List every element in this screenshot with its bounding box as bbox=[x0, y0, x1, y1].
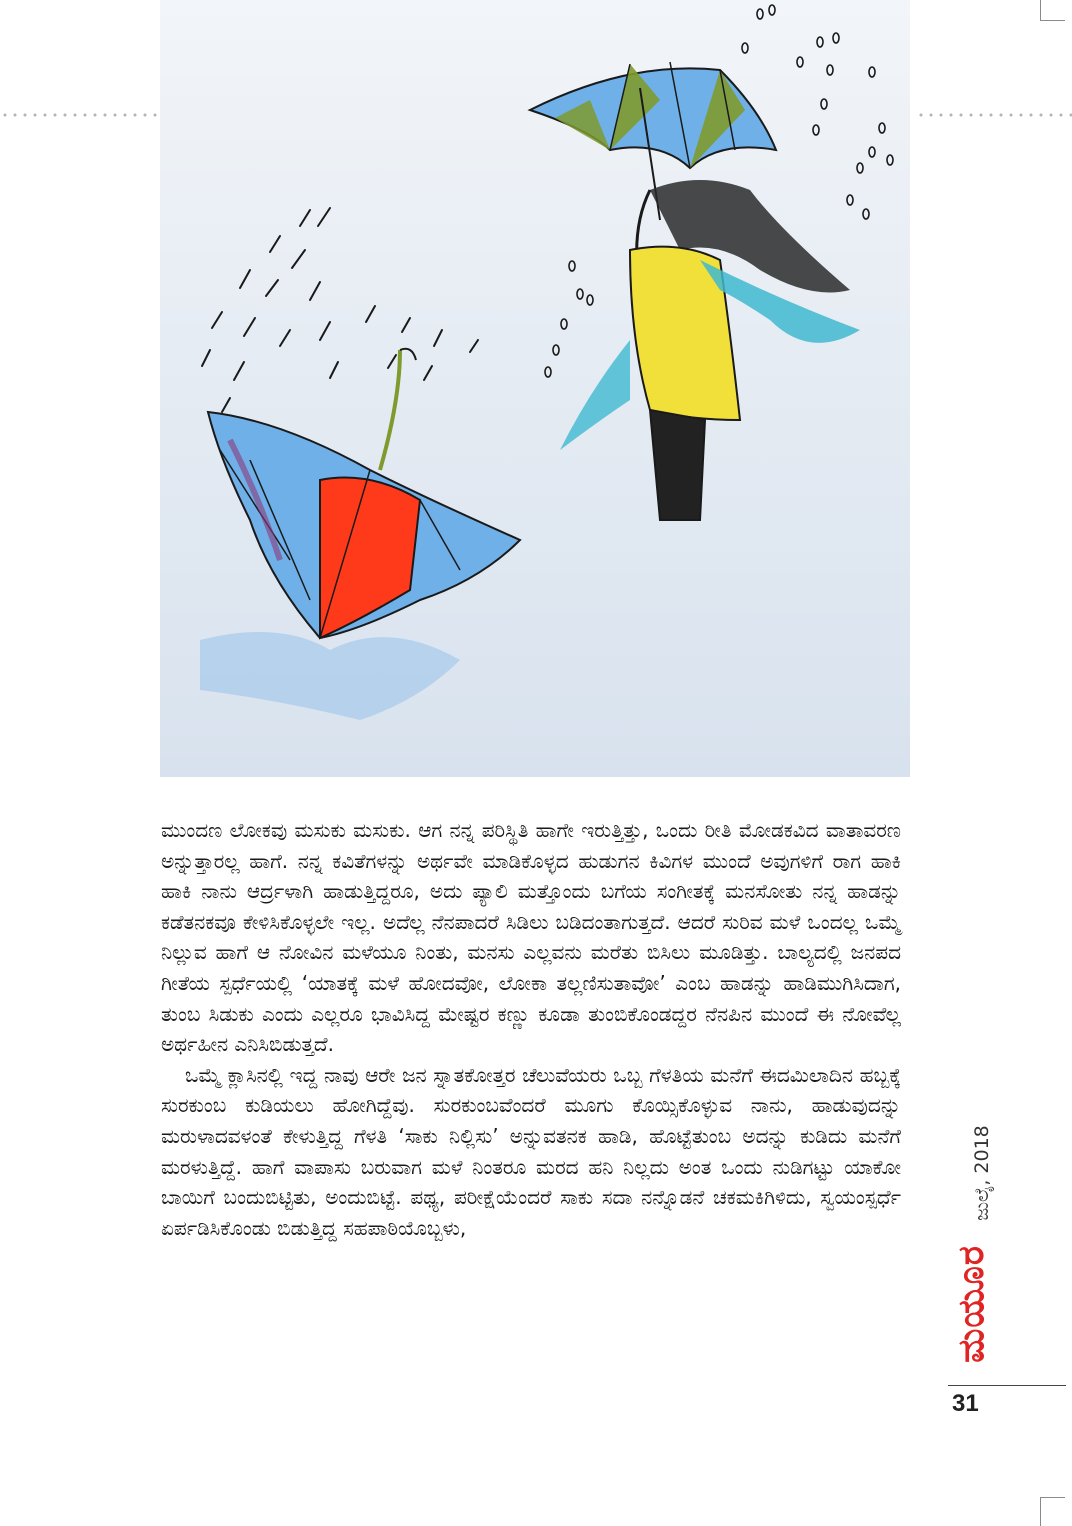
illustration-drawing bbox=[160, 0, 910, 777]
page-number: 31 bbox=[952, 1390, 979, 1417]
page-number-rule bbox=[948, 1385, 1066, 1386]
dotted-rule-left bbox=[0, 112, 158, 118]
rain-streaks bbox=[202, 208, 478, 412]
article-paragraph-1: ಮುಂದಣ ಲೋಕವು ಮಸುಕು ಮಸುಕು. ಆಗ ನನ್ನ ಪರಿಸ್ಥಿತಿ ಹಾಗೇ ಇರುತ್ತಿತ್ತು, ಒಂದು ರೀತಿ ಮೋಡಕವಿದ ವಾತಾವರಣ ಅನ್ನುತ್ತಾರಲ್ಲ ಹಾಗೆ. ನನ್ನ ಕವಿತೆಗಳನ್ನು ಅರ್ಥವೇ ಮಾಡಿಕೊಳ್ಳದ ಹುಡುಗನ ಕಿವಿಗಳ ಮುಂದೆ ಅವುಗಳಿಗೆ ರಾಗ ಹಾಕಿ ಹಾಕಿ ನಾನು ಆರ್ದ್ರಳಾಗಿ ಹಾಡುತ್ತಿದ್ದರೂ, ಅದು ಪ್ಯಾಲಿ ಮತ್ತೊಂದು ಬಗೆಯ ಸಂಗೀತಕ್ಕೆ ಮನಸೋತು ನನ್ನ ಹಾಡನ್ನು ಕಡೆತನಕವೂ ಕೇಳಿಸಿಕೊಳ್ಳಲೇ ಇಲ್ಲ. ಅದೆಲ್ಲ ನೆನಪಾದರೆ ಸಿಡಿಲು ಬಡಿದಂತಾಗುತ್ತದೆ. ಆದರೆ ಸುರಿವ ಮಳೆ ಒಂದಲ್ಲ ಒಮ್ಮೆ ನಿಲ್ಲುವ ಹಾಗೆ ಆ ನೋವಿನ ಮಳೆಯೂ ನಿಂತು, ಮನಸು ಎಲ್ಲವನು ಮರೆತು ಬಿಸಿಲು ಮೂಡಿತ್ತು. ಬಾಲ್ಯದಲ್ಲಿ ಜನಪದ ಗೀತೆಯ ಸ್ಪರ್ಧೆಯಲ್ಲಿ ‘ಯಾತಕ್ಕೆ ಮಳೆ ಹೋದವೋ, ಲೋಕಾ ತಲ್ಲಣಿಸುತಾವೋ’ ಎಂಬ ಹಾಡನ್ನು ಹಾಡಿಮುಗಿಸಿದಾಗ, ತುಂಬ ಸಿಡುಕು ಎಂದು ಎಲ್ಲರೂ ಭಾವಿಸಿದ್ದ ಮೇಷ್ಟರ ಕಣ್ಣು ಕೂಡಾ ತುಂಬಿಕೊಂಡದ್ದರ ನೆನಪಿನ ಮುಂದೆ ಈ ನೋವೆಲ್ಲ ಅರ್ಥಹೀನ ಎನಿಸಿಬಿಡುತ್ತದೆ. bbox=[161, 818, 901, 1057]
issue-date bbox=[957, 1125, 1007, 1221]
crop-mark-bottom bbox=[1040, 1497, 1065, 1526]
rain-umbrella-illustration bbox=[160, 0, 910, 777]
magazine-name bbox=[947, 1228, 997, 1380]
article-body bbox=[161, 815, 901, 1243]
dotted-rule-right bbox=[916, 112, 1072, 118]
magazine-name-text: ಮಯೂರ bbox=[951, 1245, 992, 1363]
issue-date-text: ಜುಲೈ, 2018 bbox=[971, 1125, 993, 1221]
crop-mark-top bbox=[1040, 0, 1065, 21]
girl-figure bbox=[560, 180, 860, 520]
inverted-umbrella bbox=[200, 349, 520, 720]
article-paragraph-2: ಒಮ್ಮೆ ಕ್ಲಾಸಿನಲ್ಲಿ ಇದ್ದ ನಾವು ಆರೇ ಜನ ಸ್ನಾತಕೋತ್ತರ ಚೆಲುವೆಯರು ಒಬ್ಬ ಗೆಳತಿಯ ಮನೆಗೆ ಈದಮಿಲಾದಿನ ಹಬ್ಬಕ್ಕೆ ಸುರಕುಂಬ ಕುಡಿಯಲು ಹೋಗಿದ್ದೆವು. ಸುರಕುಂಬವೆಂದರೆ ಮೂಗು ಕೊಯ್ಸಿಕೊಳ್ಳುವ ನಾನು, ಹಾಡುವುದನ್ನು ಮರುಳಾದವಳಂತೆ ಕೇಳುತ್ತಿದ್ದ ಗೆಳತಿ ‘ಸಾಕು ನಿಲ್ಲಿಸು’ ಅನ್ನುವತನಕ ಹಾಡಿ, ಹೊಟ್ಟೆತುಂಬ ಅದನ್ನು ಕುಡಿದು ಮನೆಗೆ ಮರಳುತ್ತಿದ್ದೆ. ಹಾಗೆ ವಾಪಾಸು ಬರುವಾಗ ಮಳೆ ನಿಂತರೂ ಮರದ ಹನಿ ನಿಲ್ಲದು ಅಂತ ಒಂದು ನುಡಿಗಟ್ಟು ಯಾಕೋ ಬಾಯಿಗೆ ಬಂದುಬಿಟ್ಟಿತು, ಅಂದುಬಿಟ್ಟೆ. ಪಥ್ಯ, ಪರೀಕ್ಷೆಯೆಂದರೆ ಸಾಕು ಸದಾ ನನ್ನೊಡನೆ ಚಕಮಕಿಗಿಳಿದು, ಸ್ವಯಂಸ್ಪರ್ಧೆ ಏರ್ಪಡಿಸಿಕೊಂಡು ಬಿಡುತ್ತಿದ್ದ ಸಹಪಾಠಿಯೊಬ್ಬಳು, bbox=[161, 1062, 901, 1240]
